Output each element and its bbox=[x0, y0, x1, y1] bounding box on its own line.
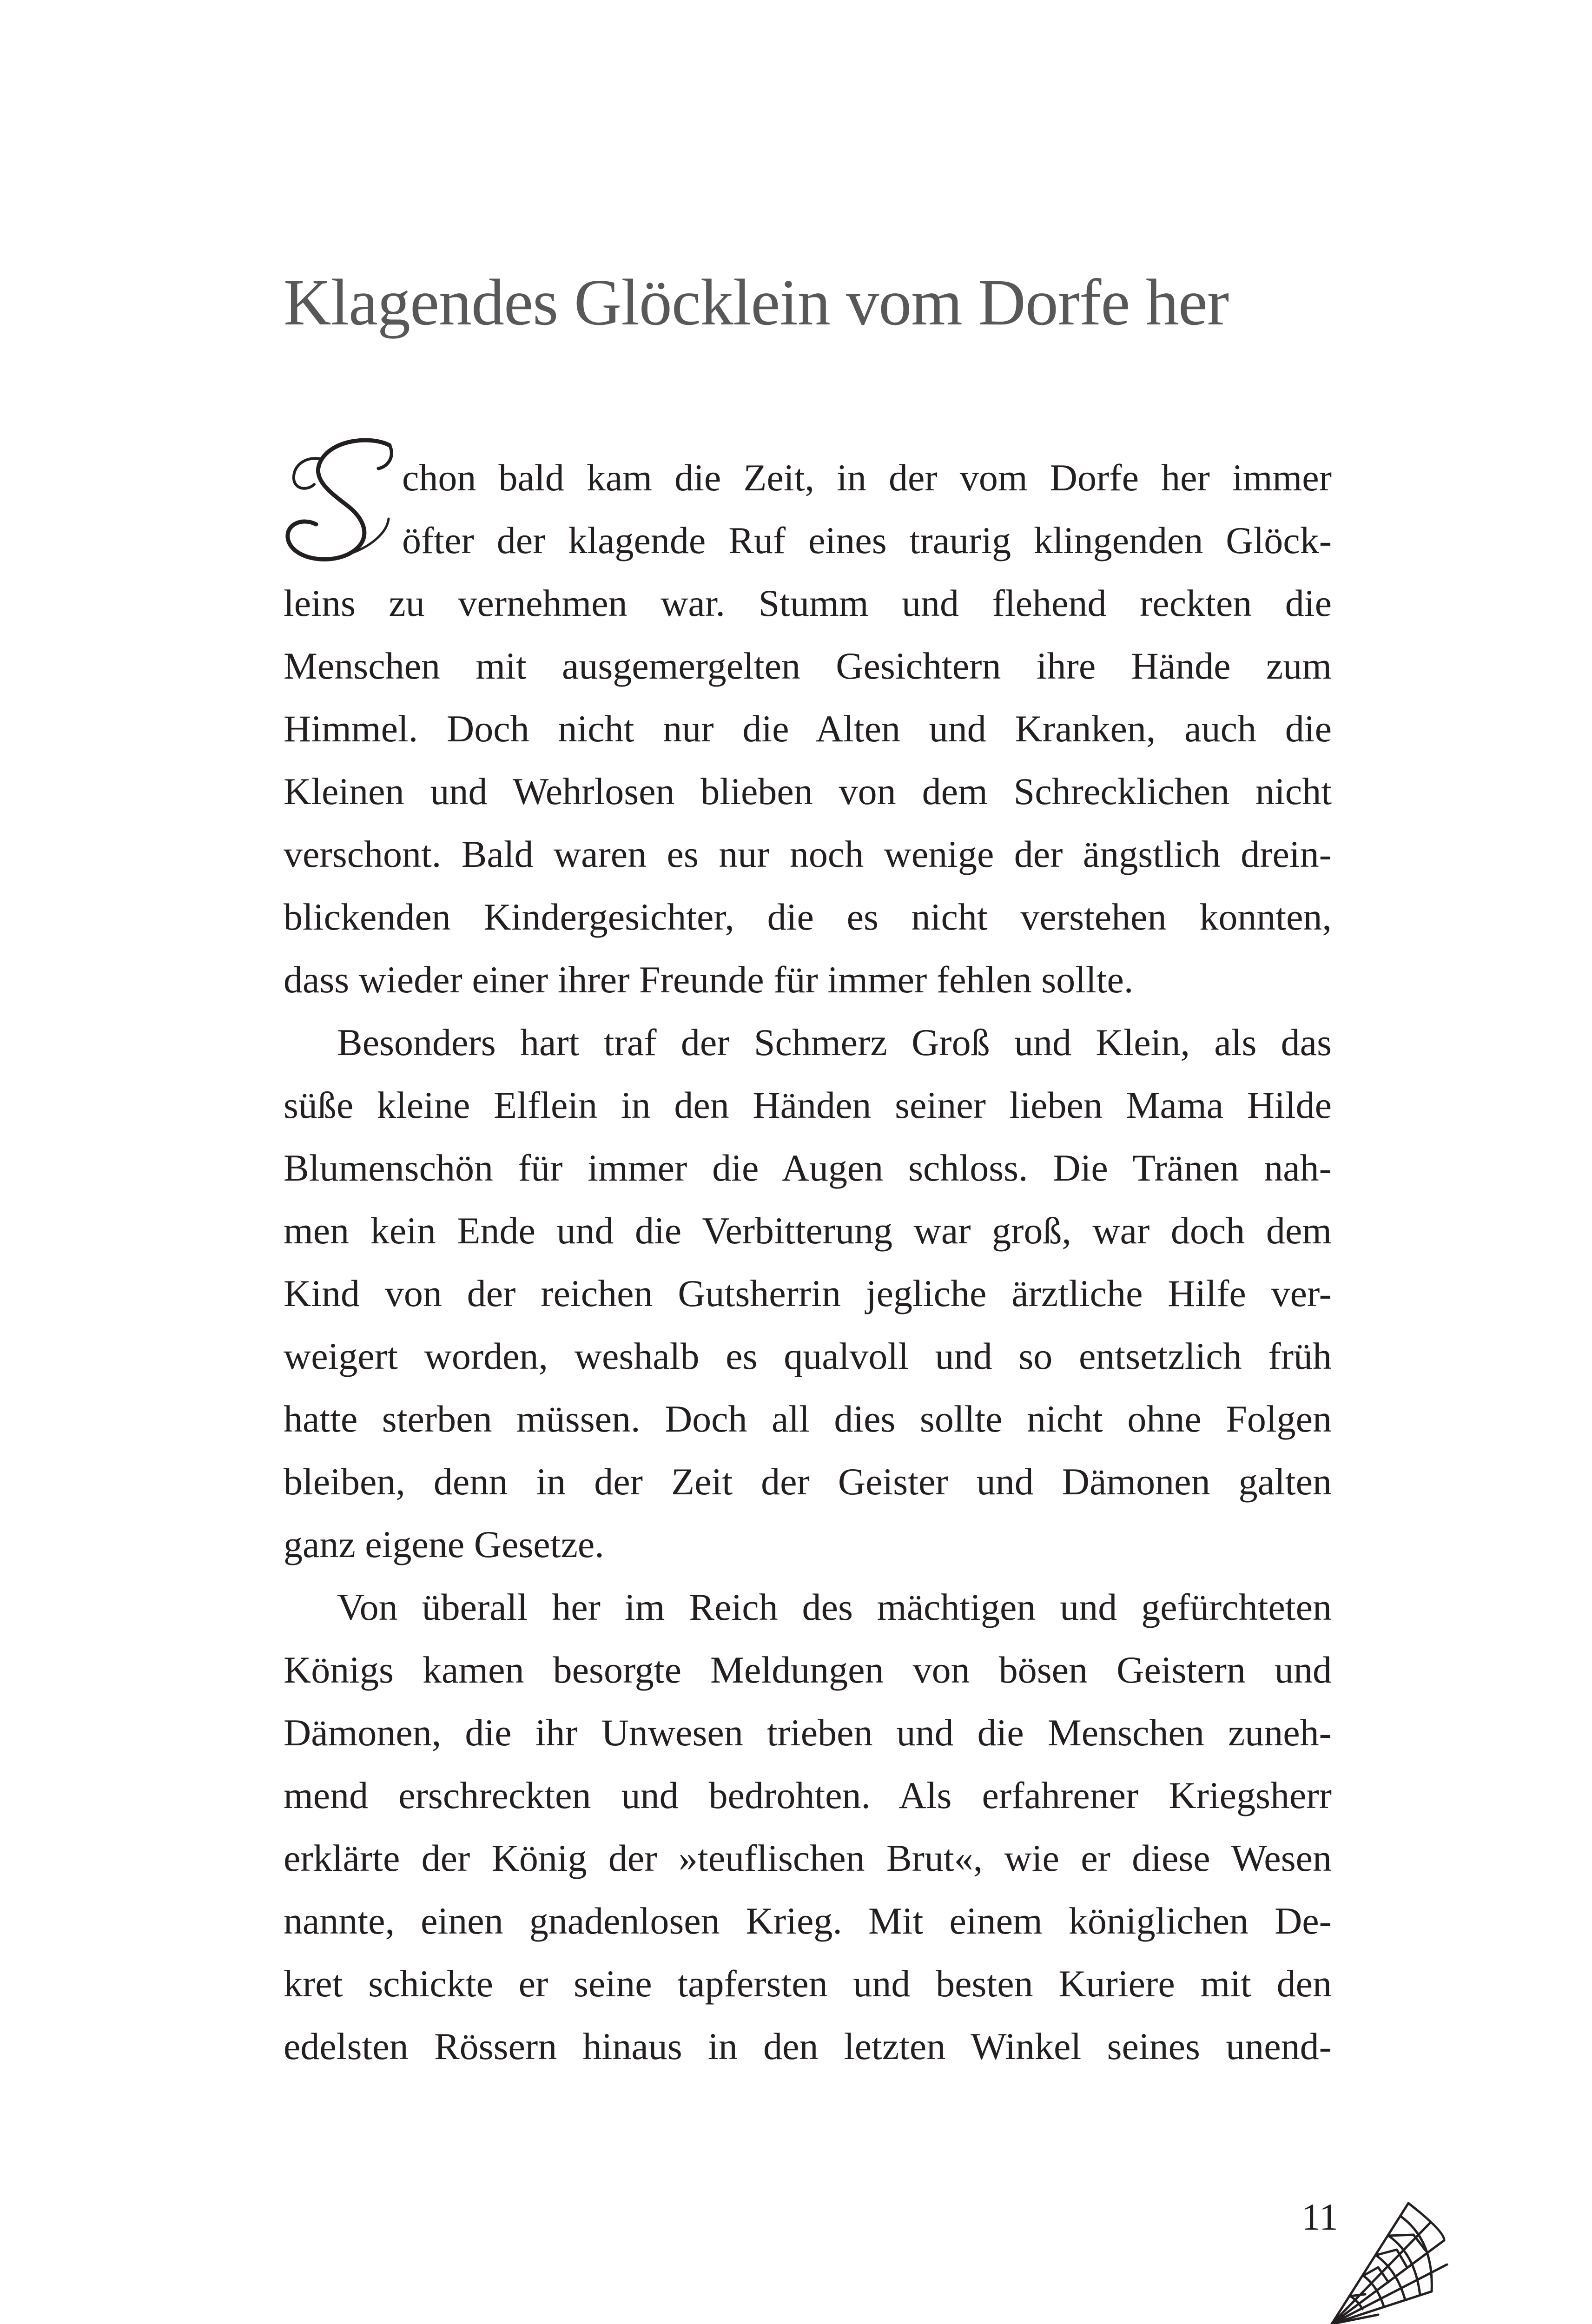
text-line: Menschen mit ausgemergelten Gesichtern ihre Hände zum bbox=[284, 645, 1332, 687]
text-line: Himmel. Doch nicht nur die Alten und Kranken, auch die bbox=[284, 707, 1332, 750]
text-line: verschont. Bald waren es nur noch wenige der ängstlich drein- bbox=[284, 833, 1332, 875]
text-line: leins zu vernehmen war. Stumm und flehend reckten die bbox=[284, 582, 1332, 624]
text-line: Königs kamen besorgte Meldungen von bösen Geistern und bbox=[284, 1649, 1332, 1691]
text-line: Kind von der reichen Gutsherrin jegliche ärztliche Hilfe ver- bbox=[284, 1272, 1332, 1314]
text-line: Blumenschön für immer die Augen schloss. Die Tränen nah- bbox=[284, 1147, 1332, 1189]
text-line: erklärte der König der »teuflischen Brut«, wie er diese Wesen bbox=[284, 1837, 1332, 1879]
text-line: dass wieder einer ihrer Freunde für immer fehlen sollte. bbox=[284, 958, 1134, 1001]
text-line: Dämonen, die ihr Unwesen trieben und die Menschen zuneh- bbox=[284, 1711, 1332, 1754]
text-line: men kein Ende und die Verbitterung war groß, war doch dem bbox=[284, 1209, 1332, 1252]
spider-web-icon bbox=[1322, 2185, 1457, 2324]
text-line: ganz eigene Gesetze. bbox=[284, 1523, 604, 1565]
text-line: Kleinen und Wehrlosen blieben von dem Schrecklichen nicht bbox=[284, 770, 1332, 812]
text-line: bleiben, denn in der Zeit der Geister und Dämonen galten bbox=[284, 1460, 1332, 1503]
text-line: weigert worden, weshalb es qualvoll und so entsetzlich früh bbox=[284, 1335, 1332, 1377]
text-line: süße kleine Elflein in den Händen seiner lieben Mama Hilde bbox=[284, 1084, 1332, 1126]
text-line: chon bald kam die Zeit, in der vom Dorfe her immer bbox=[402, 456, 1332, 499]
text-line: edelsten Rössern hinaus in den letzten Winkel seines unend- bbox=[284, 2025, 1332, 2067]
text-line: nannte, einen gnadenlosen Krieg. Mit einem königlichen De- bbox=[284, 1900, 1332, 1942]
text-line: Von überall her im Reich des mächtigen und gefürchteten bbox=[337, 1586, 1332, 1628]
text-line: öfter der klagende Ruf eines traurig klingenden Glöck- bbox=[402, 519, 1332, 561]
text-line: Besonders hart traf der Schmerz Groß und Klein, als das bbox=[337, 1021, 1332, 1063]
text-line: mend erschreckten und bedrohten. Als erfahrener Kriegsherr bbox=[284, 1774, 1332, 1816]
body-text bbox=[284, 446, 1332, 2078]
text-line: hatte sterben müssen. Doch all dies sollte nicht ohne Folgen bbox=[284, 1398, 1332, 1440]
page-number: 11 bbox=[1301, 2196, 1338, 2238]
text-line: blickenden Kindergesichter, die es nicht verstehen konnten, bbox=[284, 896, 1332, 938]
text-line: kret schickte er seine tapfersten und besten Kuriere mit den bbox=[284, 1962, 1332, 2005]
chapter-title: Klagendes Glöcklein vom Dorfe her bbox=[284, 265, 1229, 339]
